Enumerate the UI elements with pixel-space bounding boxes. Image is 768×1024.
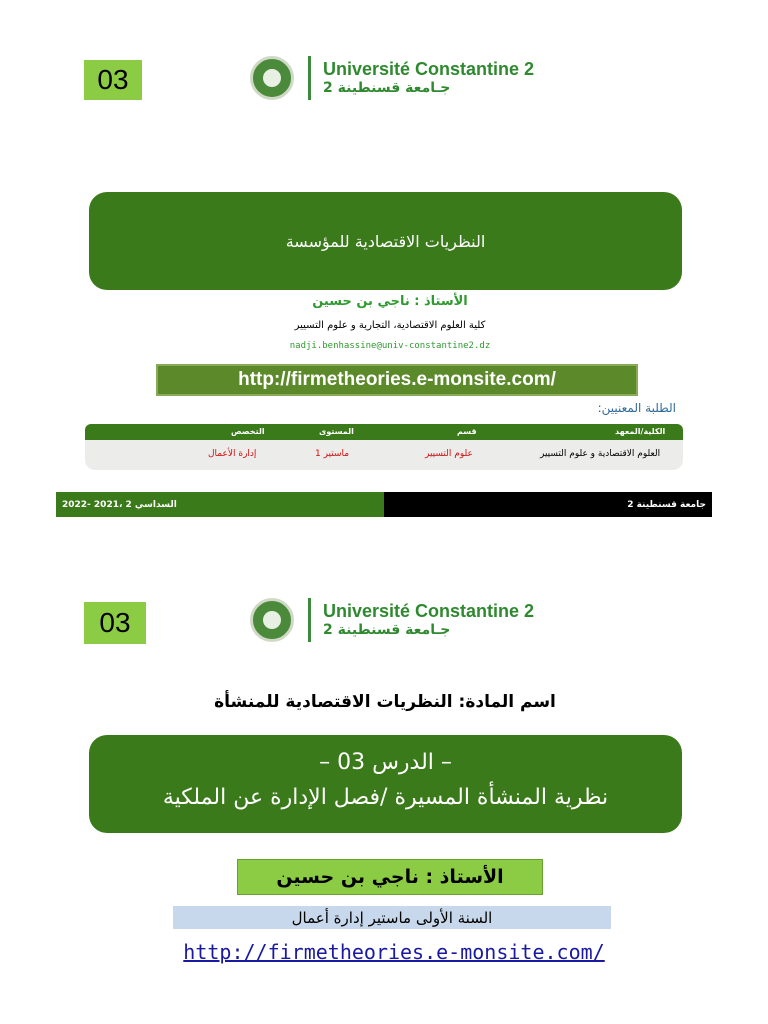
students-table-row bbox=[85, 440, 683, 470]
email-link[interactable]: nadji.benhassine@univ-constantine2.dz bbox=[289, 341, 491, 351]
footer-university: جامعة قسنطينة 2 bbox=[627, 499, 706, 510]
course-title: النظريات الاقتصادية للمؤسسة bbox=[285, 231, 486, 251]
logo-name-ar: جـامعة قسنطينة 2 bbox=[323, 80, 451, 96]
slide1-url-link[interactable]: http://firmetheories.e-monsite.com/ bbox=[156, 364, 638, 396]
logo-divider bbox=[308, 598, 311, 642]
faculty-line: كلية العلوم الاقتصادية، التجارية و علوم التسيير bbox=[294, 320, 486, 331]
logo-name-fr: Université Constantine 2 bbox=[323, 59, 535, 79]
slide1-university-logo bbox=[250, 56, 534, 100]
slide1-title-panel bbox=[89, 192, 682, 290]
logo-name-ar: جـامعة قسنطينة 2 bbox=[323, 622, 451, 638]
lesson-number: – الدرس 03 – bbox=[319, 750, 452, 775]
slide1-footer-left bbox=[56, 492, 384, 517]
slide1-number-badge: 03 bbox=[84, 60, 142, 100]
slide2-lesson-panel bbox=[89, 735, 682, 833]
slide1-professor: الأستاذ : ناجي بن حسين bbox=[312, 294, 468, 309]
year-line: السنة الأولى ماستير إدارة أعمال bbox=[173, 906, 611, 929]
slide1-footer-right bbox=[384, 492, 712, 517]
cell-level: ماستير 1 bbox=[315, 449, 350, 459]
cell-specialty: إدارة الأعمال bbox=[208, 449, 257, 459]
cell-faculty: العلوم الاقتصادية و علوم التسيير bbox=[540, 449, 661, 459]
slide2-university-logo bbox=[250, 598, 534, 642]
header-department: قسم bbox=[457, 427, 477, 436]
slide2-number-badge: 03 bbox=[84, 602, 146, 644]
cell-department: علوم التسيير bbox=[425, 449, 473, 459]
lesson-title: نظرية المنشأة المسيرة /فصل الإدارة عن الملكية bbox=[162, 785, 609, 810]
slide2-professor: الأستاذ : ناجي بن حسين bbox=[237, 859, 543, 895]
header-faculty: الكلية/المعهد bbox=[615, 427, 666, 436]
subject-line: اسم المادة: النظريات الاقتصادية للمنشأة bbox=[214, 692, 556, 712]
students-label: الطلبة المعنيين: bbox=[597, 401, 676, 415]
logo-name-fr: Université Constantine 2 bbox=[323, 601, 535, 621]
students-table-header bbox=[85, 424, 683, 440]
footer-year: 2022- 2021، السداسي 2 bbox=[62, 499, 177, 510]
header-specialty: التخصص bbox=[231, 427, 265, 436]
university-emblem-icon bbox=[250, 598, 294, 642]
slide2-url-link[interactable]: http://firmetheories.e-monsite.com/ bbox=[183, 940, 605, 964]
header-level: المستوى bbox=[319, 427, 354, 436]
logo-divider bbox=[308, 56, 311, 100]
university-emblem-icon bbox=[250, 56, 294, 100]
